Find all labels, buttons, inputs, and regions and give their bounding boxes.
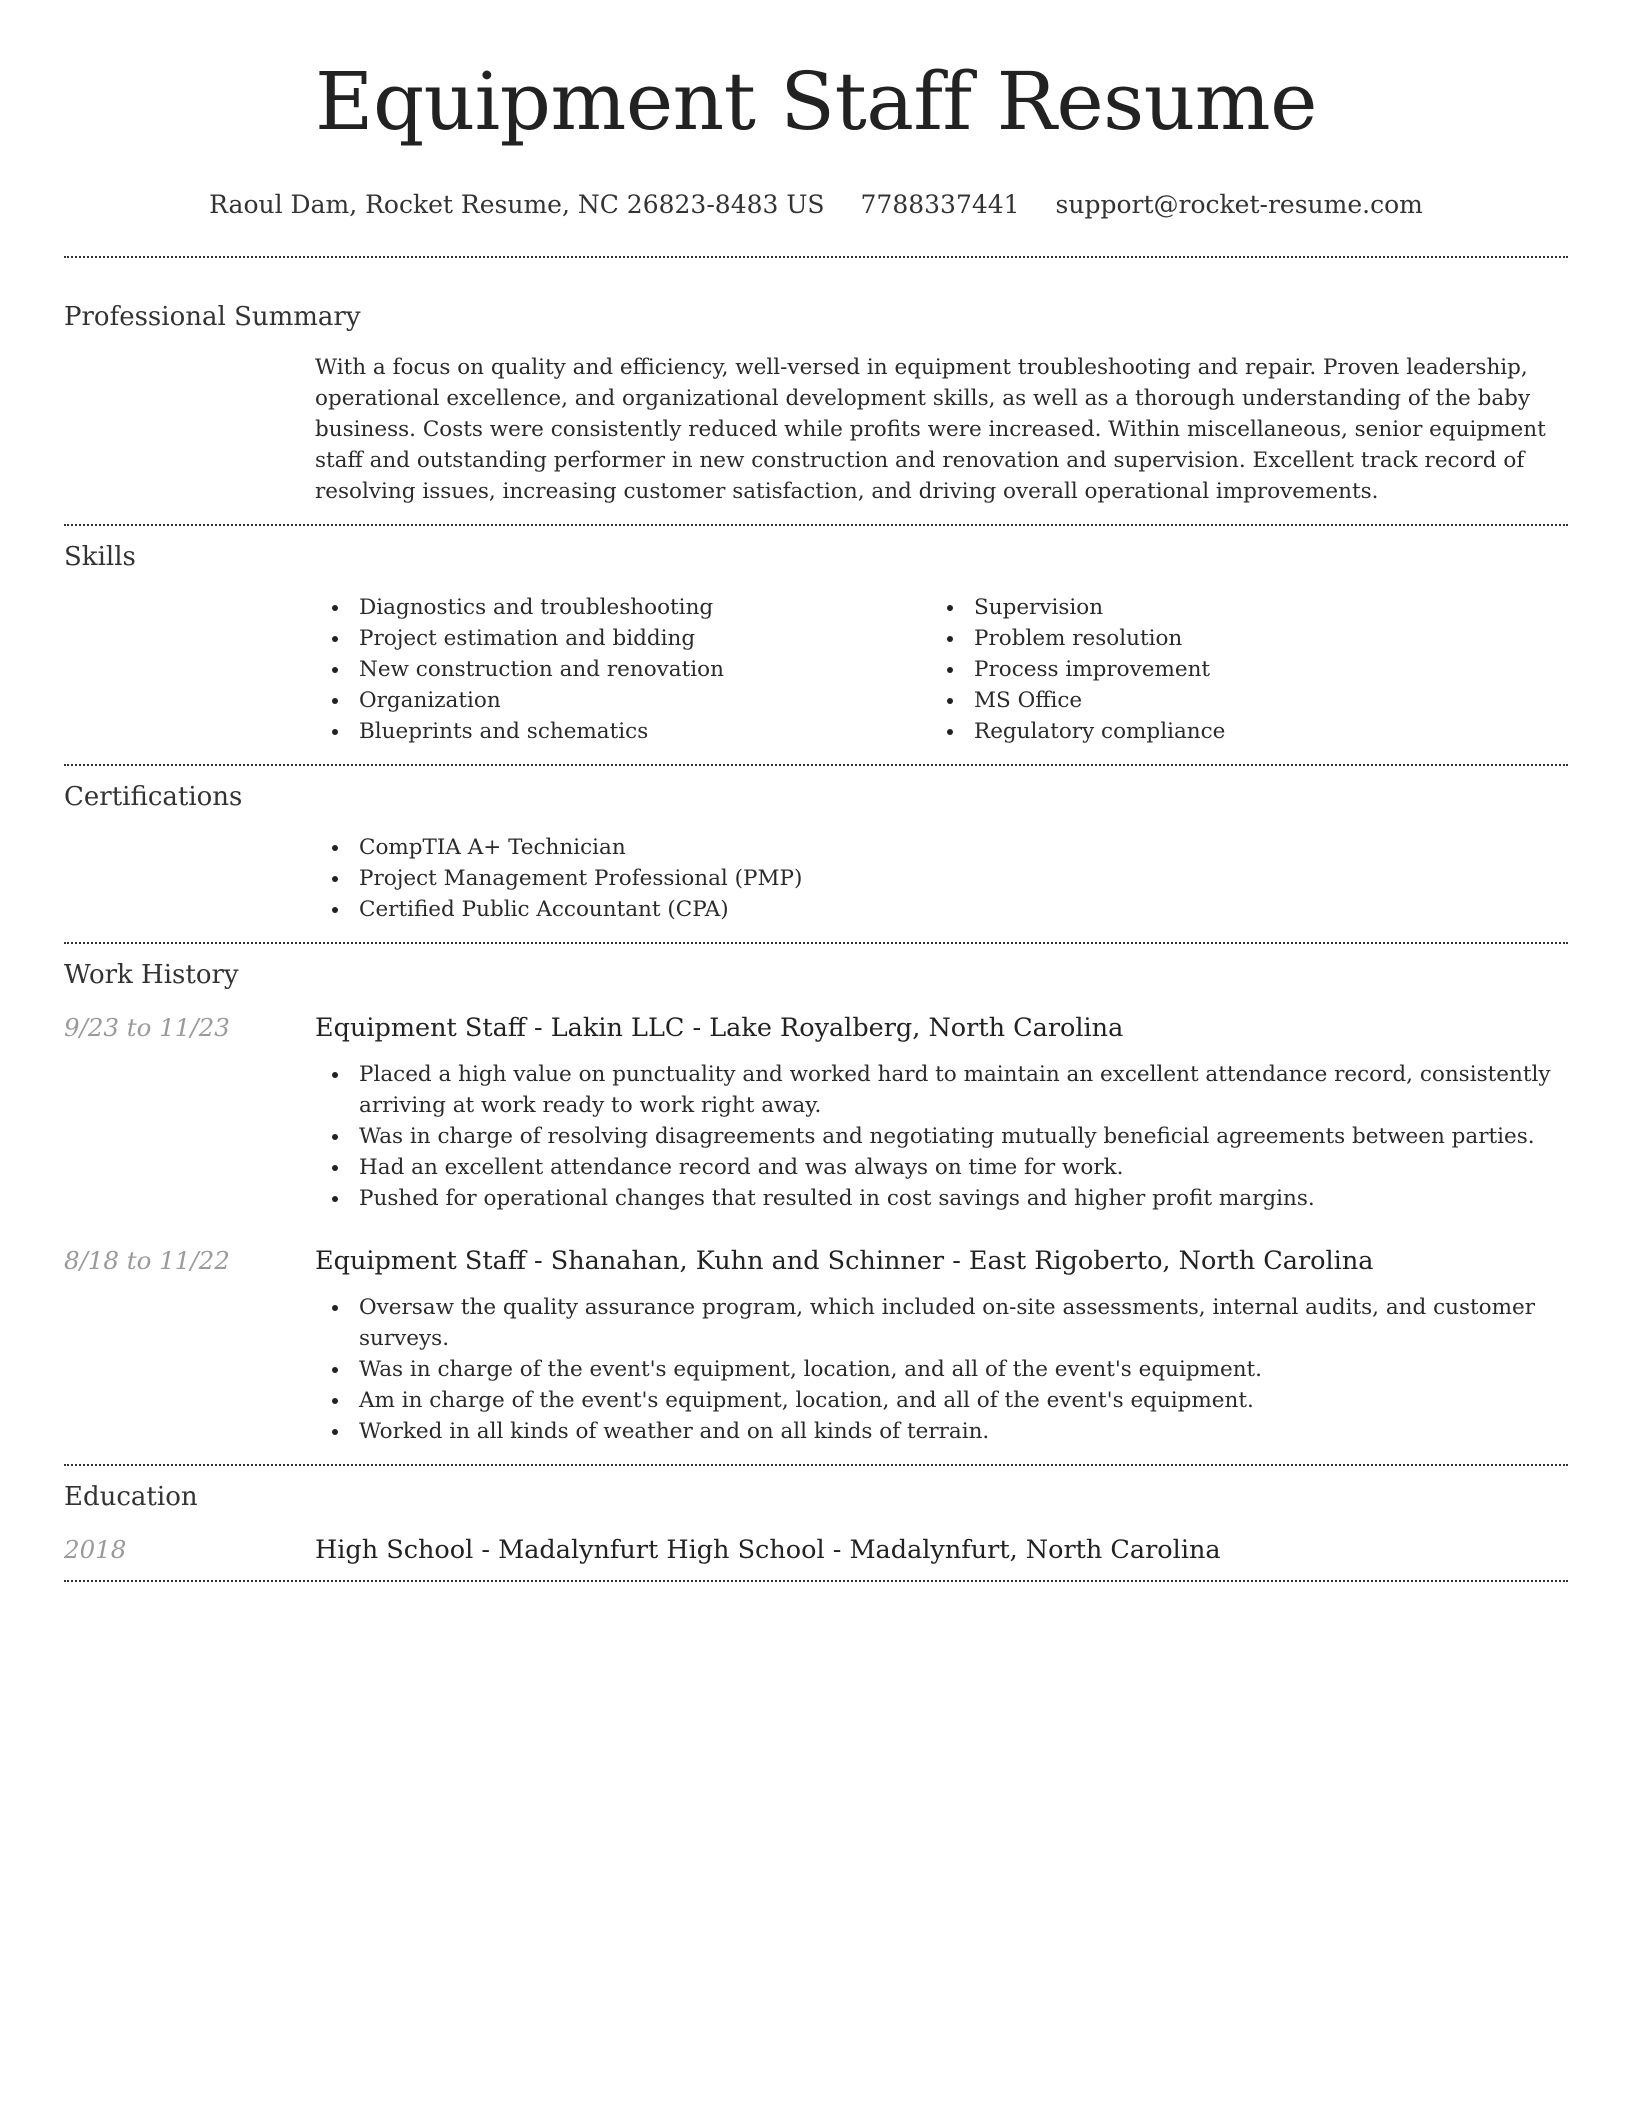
job-bullet: Am in charge of the event's equipment, location, and all of the event's equipment. (315, 1385, 1568, 1416)
education-heading: Education (64, 1482, 198, 1512)
job-dates: 8/18 to 11/22 (64, 1246, 230, 1275)
skill-item: Supervision (930, 592, 1545, 623)
job-bullet: Pushed for operational changes that resulted in cost savings and higher profit margins. (315, 1183, 1568, 1214)
skills-list-right (930, 592, 1545, 747)
divider (64, 942, 1568, 944)
contact-line (64, 188, 1568, 222)
certification-item: Certified Public Accountant (CPA) (315, 894, 1568, 925)
job-dates: 9/23 to 11/23 (64, 1013, 230, 1042)
skill-item: Project estimation and bidding (315, 623, 930, 654)
work-heading: Work History (64, 960, 239, 990)
work-section (64, 957, 1568, 1447)
job-bullet: Placed a high value on punctuality and worked hard to maintain an excellent attendance record, consistently arriving at work ready to work right away. (315, 1059, 1568, 1121)
skill-item: New construction and renovation (315, 654, 930, 685)
education-section (64, 1479, 1568, 1567)
job-bullet: Oversaw the quality assurance program, which included on-site assessments, internal audits, and customer surveys. (315, 1292, 1568, 1354)
certifications-list (315, 832, 1568, 925)
skills-list-left (315, 592, 930, 747)
job-bullets (315, 1292, 1568, 1447)
job-bullets (315, 1059, 1568, 1214)
job-entry (64, 1244, 1568, 1447)
summary-heading: Professional Summary (64, 302, 361, 332)
skill-item: Regulatory compliance (930, 716, 1545, 747)
job-bullet: Had an excellent attendance record and was always on time for work. (315, 1152, 1568, 1183)
skill-item: Organization (315, 685, 930, 716)
job-bullet: Was in charge of resolving disagreements and negotiating mutually beneficial agreements between parties. (315, 1121, 1568, 1152)
skill-item: Blueprints and schematics (315, 716, 930, 747)
divider (64, 1580, 1568, 1582)
certifications-section (64, 779, 1568, 925)
summary-text: With a focus on quality and efficiency, well-versed in equipment troubleshooting and repair. Proven leadership, operational excellence, and organizational development skills, as well as a thorough understanding of the baby business. Costs were consistently reduced while profits were increased. Within miscellaneous, senior equipment staff and outstanding performer in new construction and renovation and supervision. Excellent track record of resolving issues, increasing customer satisfaction, and driving overall operational improvements. (315, 355, 1546, 504)
divider (64, 256, 1568, 258)
contact-phone: 7788337441 (860, 190, 1020, 219)
certifications-heading: Certifications (64, 782, 243, 812)
skills-section (64, 539, 1568, 747)
skills-heading: Skills (64, 542, 136, 572)
skill-item: Process improvement (930, 654, 1545, 685)
resume-page (64, 0, 1568, 1582)
skill-item: MS Office (930, 685, 1545, 716)
contact-email: support@rocket-resume.com (1055, 190, 1423, 219)
education-year: 2018 (64, 1535, 127, 1564)
divider (64, 524, 1568, 526)
skill-item: Diagnostics and troubleshooting (315, 592, 930, 623)
education-title: High School - Madalynfurt High School - Madalynfurt, North Carolina (315, 1535, 1221, 1565)
job-title: Equipment Staff - Lakin LLC - Lake Royalberg, North Carolina (315, 1013, 1124, 1043)
certification-item: CompTIA A+ Technician (315, 832, 1568, 863)
divider (64, 1464, 1568, 1466)
contact-address: Raoul Dam, Rocket Resume, NC 26823-8483 US (209, 190, 825, 219)
job-entry (64, 1011, 1568, 1214)
job-bullet: Worked in all kinds of weather and on all kinds of terrain. (315, 1416, 1568, 1447)
job-bullet: Was in charge of the event's equipment, location, and all of the event's equipment. (315, 1354, 1568, 1385)
divider (64, 764, 1568, 766)
summary-section (64, 299, 1568, 507)
certification-item: Project Management Professional (PMP) (315, 863, 1568, 894)
skill-item: Problem resolution (930, 623, 1545, 654)
page-title: Equipment Staff Resume (315, 55, 1317, 148)
job-title: Equipment Staff - Shanahan, Kuhn and Schinner - East Rigoberto, North Carolina (315, 1246, 1374, 1276)
